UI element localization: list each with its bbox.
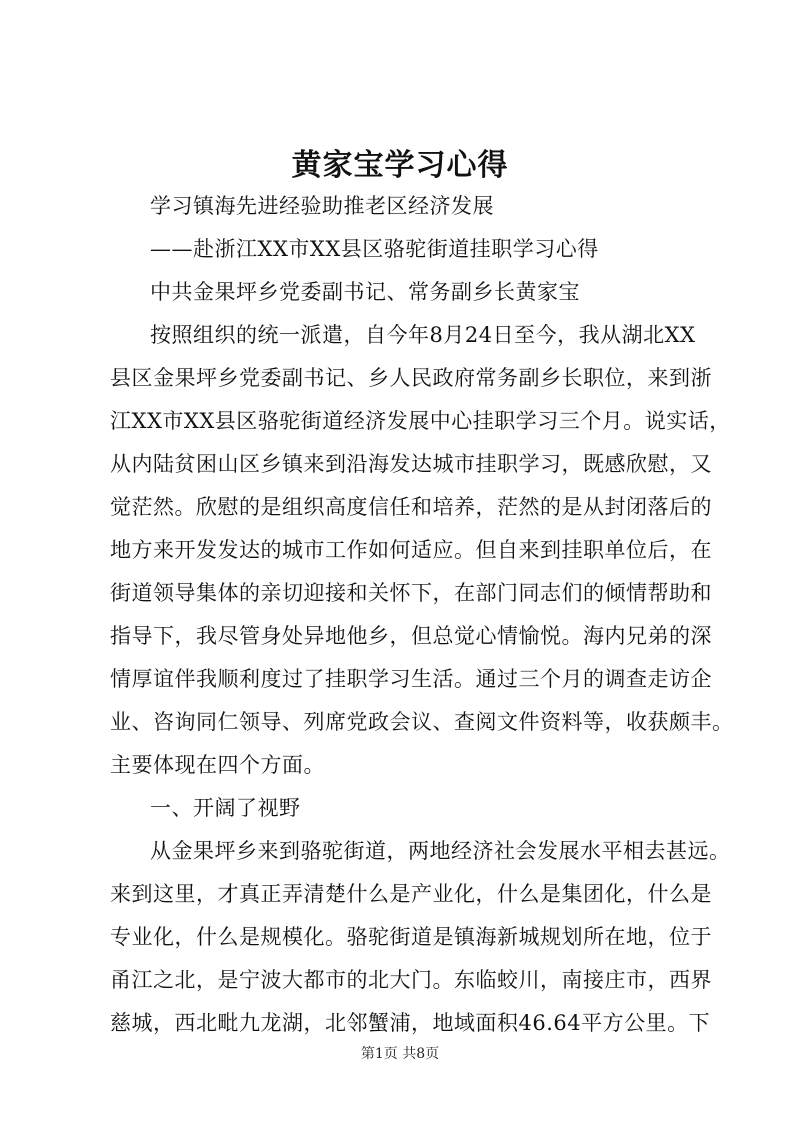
- paragraph-line: 情厚谊伴我顺利度过了挂职学习生活。通过三个月的调查走访企: [110, 667, 712, 691]
- section-heading: 一、开阔了视野: [150, 796, 301, 820]
- paragraph-line: 慈城，西北毗九龙湖，北邻蟹浦，地域面积46.64平方公里。下: [110, 1011, 711, 1035]
- paragraph-line: 地方来开发发达的城市工作如何适应。但自来到挂职单位后，在: [110, 538, 712, 562]
- author-line: 中共金果坪乡党委副书记、常务副乡长黄家宝: [150, 280, 580, 304]
- subtitle: 学习镇海先进经验助推老区经济发展: [150, 194, 494, 218]
- page-number-footer: 第1页 共8页: [360, 1046, 440, 1062]
- paragraph-line: 觉茫然。欣慰的是组织高度信任和培养，茫然的是从封闭落后的: [110, 495, 712, 519]
- paragraph-line: 从金果坪乡来到骆驼街道，两地经济社会发展水平相去甚远。: [150, 839, 731, 863]
- paragraph-line: 来到这里，才真正弄清楚什么是产业化，什么是集团化，什么是: [110, 882, 712, 906]
- paragraph-line: 从内陆贫困山区乡镇来到沿海发达城市挂职学习，既感欣慰，又: [110, 452, 712, 476]
- paragraph-line: 业、咨询同仁领导、列席党政会议、查阅文件资料等，收获颇丰。: [110, 710, 734, 734]
- paragraph-line: 指导下，我尽管身处异地他乡，但总觉心情愉悦。海内兄弟的深: [110, 624, 712, 648]
- paragraph-line: 街道领导集体的亲切迎接和关怀下，在部门同志们的倾情帮助和: [110, 581, 712, 605]
- paragraph-line: 主要体现在四个方面。: [110, 753, 325, 777]
- paragraph-line: 县区金果坪乡党委副书记、乡人民政府常务副乡长职位，来到浙: [110, 366, 712, 390]
- paragraph-line: 江XX市XX县区骆驼街道经济发展中心挂职学习三个月。说实话，: [110, 409, 731, 433]
- page-title: 黄家宝学习心得: [291, 148, 509, 183]
- paragraph-line: 专业化，什么是规模化。骆驼街道是镇海新城规划所在地，位于: [110, 925, 712, 949]
- paragraph-line: 甬江之北，是宁波大都市的北大门。东临蛟川，南接庄市，西界: [110, 968, 712, 992]
- subtitle-secondary: ——赴浙江XX市XX县区骆驼街道挂职学习心得: [150, 237, 599, 261]
- paragraph-line: 按照组织的统一派遣，自今年8月24日至今，我从湖北XX: [150, 323, 696, 347]
